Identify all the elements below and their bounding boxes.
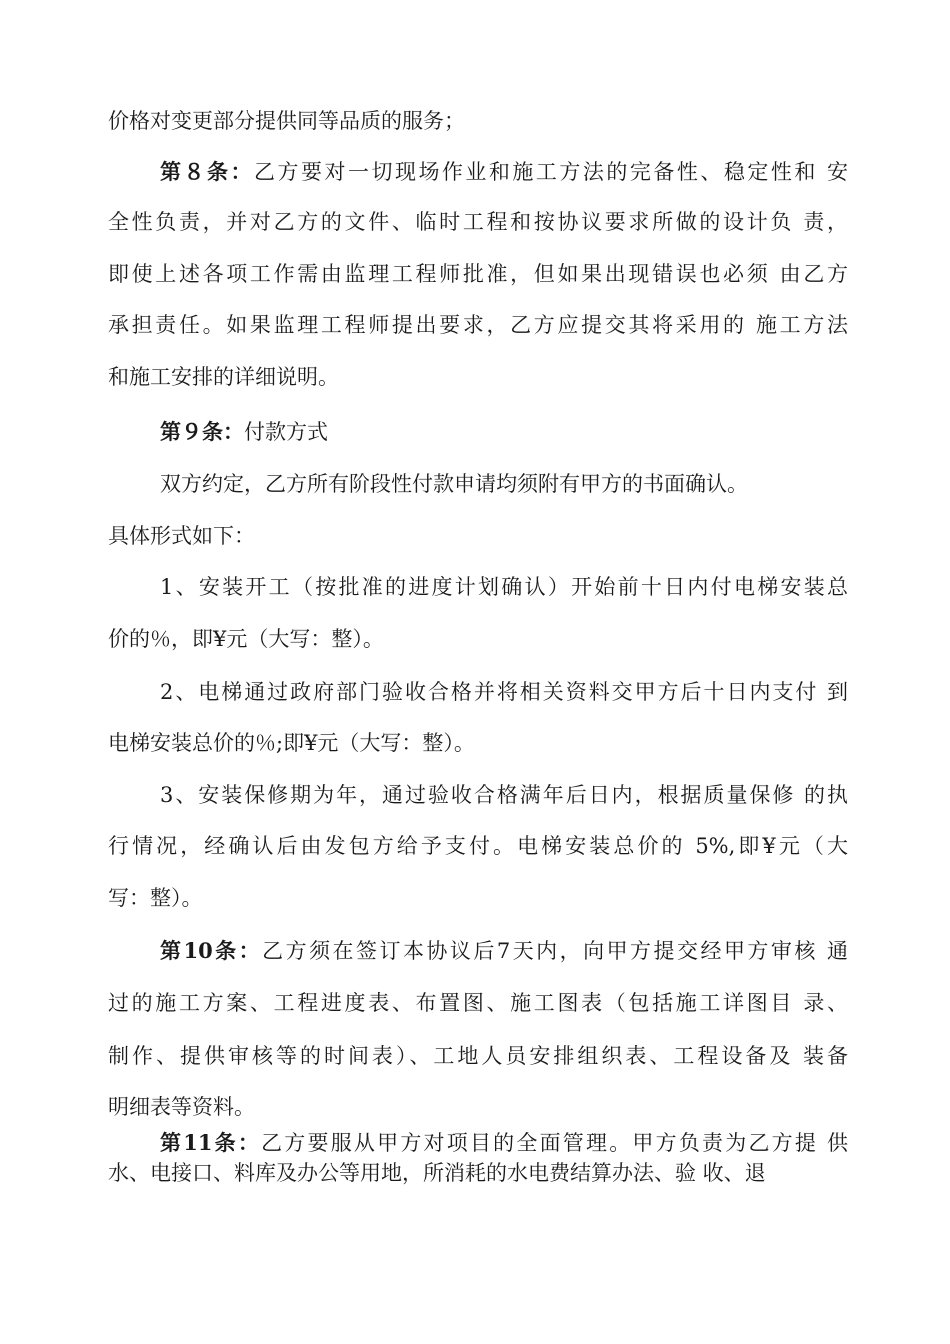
paragraph-line (108, 310, 848, 340)
line-text: 电梯安装总价的％;即¥元（大写：整）。 (108, 731, 475, 755)
line-text: 和施工安排的详细说明。 (108, 365, 339, 389)
line-text: 乙方要服从甲方对项目的全面管理。甲方负责为乙方提 供 (261, 1131, 848, 1155)
line-text: 即使上述各项工作需由监理工程师批准，但如果出现错误也必须 由乙方 (108, 262, 848, 286)
article-label: 第９条： (160, 419, 244, 444)
line-text: 写：整）。 (108, 886, 203, 910)
line-text: 3、安装保修期为年，通过验收合格满年后日内，根据质量保修 的执 (160, 783, 848, 807)
article-10-heading-line (160, 936, 848, 966)
list-item-2-line (160, 677, 848, 707)
paragraph-line (108, 1092, 848, 1122)
paragraph-line (108, 259, 848, 289)
article-label: 第８条： (160, 159, 254, 184)
list-item-1-line (160, 572, 848, 602)
line-text: 制作、提供审核等的时间表）、工地人员安排组织表、工程设备及 装备 (108, 1044, 848, 1068)
line-text: 付款方式 (244, 420, 328, 444)
line-text: 过的施工方案、工程进度表、布置图、施工图表（包括施工详图目 录、 (108, 991, 848, 1015)
line-text: 全性负责，并对乙方的文件、临时工程和按协议要求所做的设计负 责， (108, 210, 848, 234)
paragraph-line (108, 988, 848, 1018)
article-9-heading-line (160, 417, 848, 447)
line-text: 乙方要对一切现场作业和施工方法的完备性、稳定性和 安 (253, 160, 848, 184)
line-text: 2、电梯通过政府部门验收合格并将相关资料交甲方后十日内支付 到 (160, 680, 848, 704)
paragraph-line (108, 624, 848, 654)
line-text: 乙方须在签订本协议后7天内，向甲方提交经甲方审核 通 (262, 939, 848, 963)
paragraph-line (108, 521, 848, 551)
article-8-heading-line (160, 157, 848, 187)
line-text: 行情况，经确认后由发包方给予支付。电梯安装总价的 5%,即¥元（大 (108, 834, 848, 858)
paragraph-line (108, 1158, 848, 1188)
line-text: 双方约定，乙方所有阶段性付款申请均须附有甲方的书面确认。 (160, 472, 748, 496)
paragraph-line (108, 362, 848, 392)
line-text: 1、安装开工（按批准的进度计划确认）开始前十日内付电梯安装总 (160, 575, 848, 599)
article-label: 第11条： (160, 1130, 262, 1155)
paragraph-line (108, 207, 848, 237)
paragraph-line (160, 469, 848, 499)
line-text: 明细表等资料。 (108, 1095, 255, 1119)
line-text: 水、电接口、料库及办公等用地，所消耗的水电费结算办法、验 收、退 (108, 1161, 766, 1185)
line-text: 具体形式如下： (108, 524, 255, 548)
paragraph-line (108, 831, 848, 861)
article-label: 第10条： (160, 938, 263, 963)
paragraph-line (108, 728, 848, 758)
article-11-heading-line (160, 1128, 848, 1158)
list-item-3-line (160, 780, 848, 810)
paragraph-line (108, 106, 848, 136)
line-text: 价格对变更部分提供同等品质的服务； (108, 109, 465, 133)
line-text: 承担责任。如果监理工程师提出要求，乙方应提交其将采用的 施工方法 (108, 313, 848, 337)
paragraph-line (108, 1041, 848, 1071)
paragraph-line (108, 883, 848, 913)
line-text: 价的％，即¥元（大写：整）。 (108, 627, 384, 651)
